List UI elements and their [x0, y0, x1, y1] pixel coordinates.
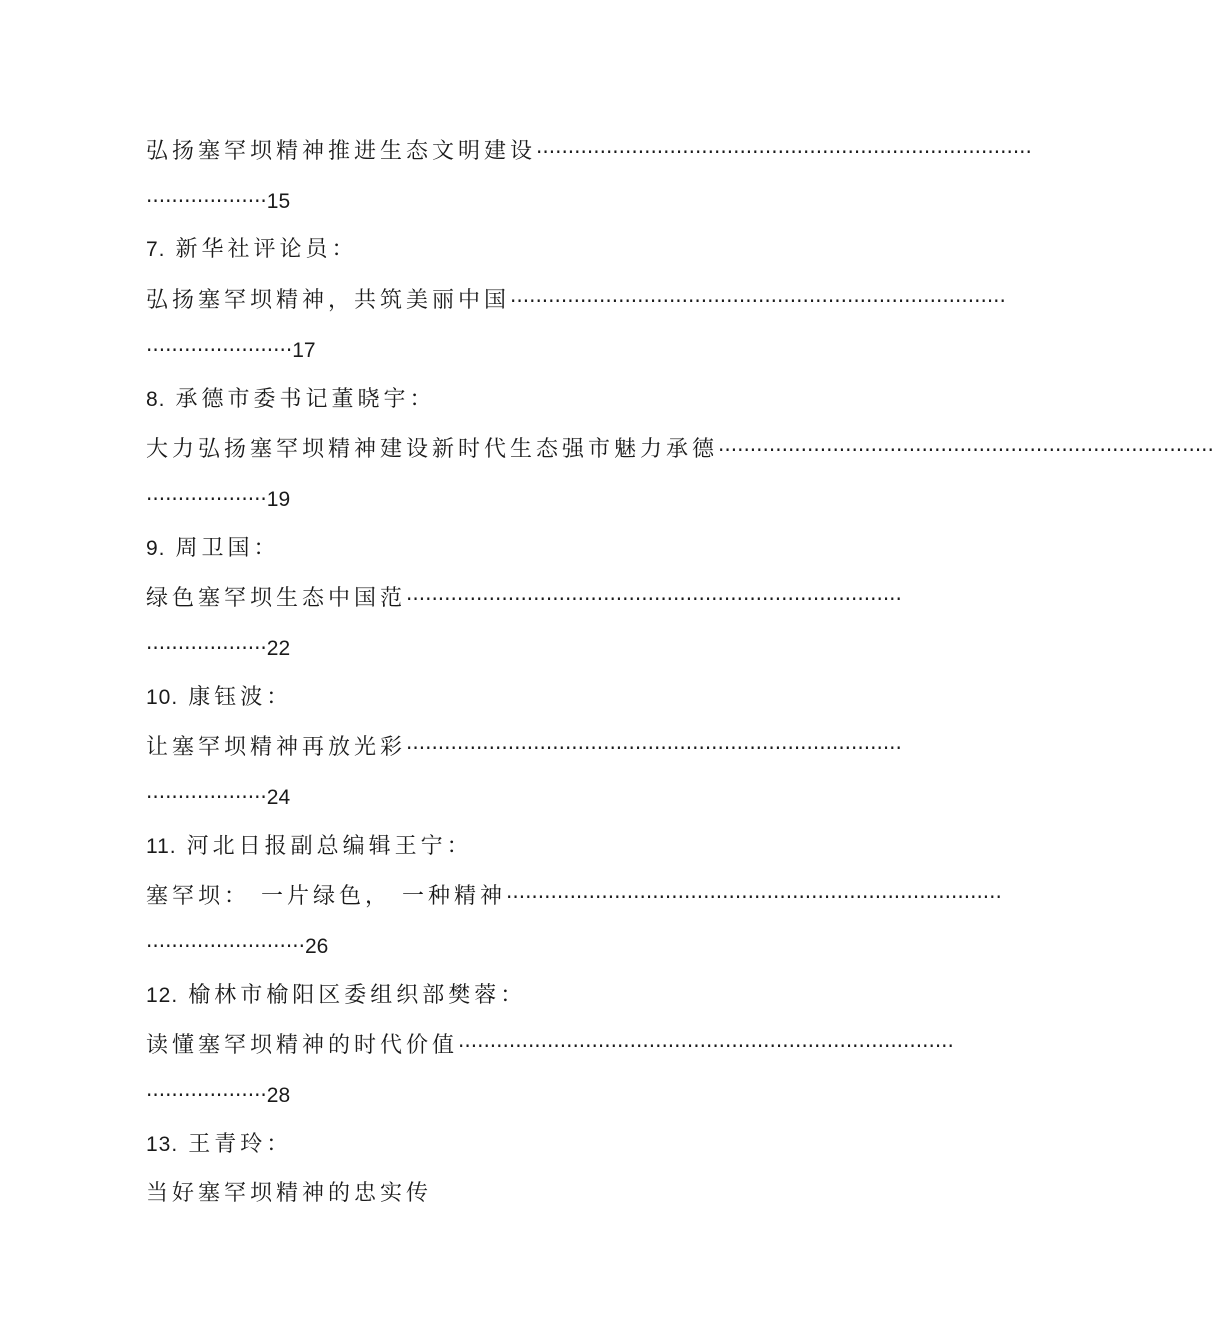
toc-entry-title[interactable] [146, 877, 1002, 917]
toc-entry-title[interactable] [146, 281, 1006, 321]
page-number: 24 [266, 786, 291, 809]
entry-number: 13. [146, 1133, 179, 1156]
dot-leader: ·············································································· [406, 736, 902, 760]
toc-entry-title[interactable] [146, 579, 902, 619]
dot-leader: ·············································································· [718, 438, 1214, 462]
dot-leader: ······················· [146, 338, 293, 362]
dot-leader: ··················· [146, 636, 267, 660]
toc-entry-title[interactable] [146, 430, 1214, 470]
toc-entry-page[interactable] [146, 479, 806, 519]
page-number: 19 [266, 488, 291, 511]
toc-entry-author [146, 976, 806, 1016]
entry-title-text: 弘扬塞罕坝精神推进生态文明建设 [146, 139, 537, 164]
entry-title-text: 大力弘扬塞罕坝精神建设新时代生态强市魅力承德 [146, 437, 719, 462]
toc-entry-page[interactable] [146, 181, 806, 221]
entry-title-text: 读懂塞罕坝精神的时代价值 [146, 1033, 459, 1058]
dot-leader: ·············································································· [510, 289, 1006, 313]
dot-leader: ··················· [146, 189, 267, 213]
entry-author-text: 承德市委书记董晓宇： [175, 387, 436, 412]
toc-entry-author [146, 1125, 806, 1165]
entry-number: 7. [146, 238, 166, 261]
entry-number: 9. [146, 537, 166, 560]
toc-entry-author [146, 529, 806, 569]
dot-leader: ··················· [146, 487, 267, 511]
toc-entry-title[interactable] [146, 1026, 954, 1066]
page-number: 17 [292, 339, 316, 362]
dot-leader: ·············································································· [536, 140, 1032, 164]
toc-entry-title[interactable] [146, 132, 1032, 172]
toc-entry-author [146, 380, 806, 420]
dot-leader: ··················· [146, 785, 267, 809]
entry-title-text: 当好塞罕坝精神的忠实传 [146, 1181, 433, 1206]
toc-entry-page[interactable] [146, 1075, 806, 1115]
entry-title-text: 塞罕坝： 一片绿色， 一种精神 [146, 884, 506, 909]
entry-author-text: 榆林市榆阳区委组织部樊蓉： [188, 983, 527, 1008]
entry-number: 10. [146, 686, 179, 709]
entry-title-text: 绿色塞罕坝生态中国范 [146, 586, 407, 611]
entry-author-text: 河北日报副总编辑王宁： [186, 834, 473, 859]
toc-entry-author [146, 827, 806, 867]
toc-entry-page[interactable] [146, 777, 806, 817]
dot-leader: ························· [146, 934, 305, 958]
toc-entry-page[interactable] [146, 330, 806, 370]
entry-author-text: 新华社评论员： [175, 237, 358, 262]
entry-title-text: 让塞罕坝精神再放光彩 [146, 735, 407, 760]
dot-leader: ·············································································· [406, 587, 902, 611]
entry-author-text: 康钰波： [188, 685, 293, 710]
page-number: 22 [266, 637, 291, 660]
entry-number: 12. [146, 984, 179, 1007]
dot-leader: ·············································································· [506, 885, 1002, 909]
dot-leader: ··················· [146, 1083, 267, 1107]
toc-entry-title[interactable] [146, 1174, 806, 1214]
toc-entry-page[interactable] [146, 926, 806, 966]
page-number: 28 [266, 1084, 291, 1107]
page-number: 26 [304, 935, 329, 958]
dot-leader: ·············································································· [458, 1034, 954, 1058]
toc-entry-author [146, 678, 806, 718]
entry-author-text: 王青玲： [188, 1132, 293, 1157]
toc-entry-title[interactable] [146, 728, 902, 768]
entry-number: 11. [146, 835, 177, 858]
entry-title-text: 弘扬塞罕坝精神，共筑美丽中国 [146, 288, 511, 313]
page-number: 15 [266, 190, 291, 213]
toc-entry-author [146, 230, 806, 270]
toc-entry-page[interactable] [146, 628, 806, 668]
entry-author-text: 周卫国： [175, 536, 280, 561]
entry-number: 8. [146, 388, 166, 411]
